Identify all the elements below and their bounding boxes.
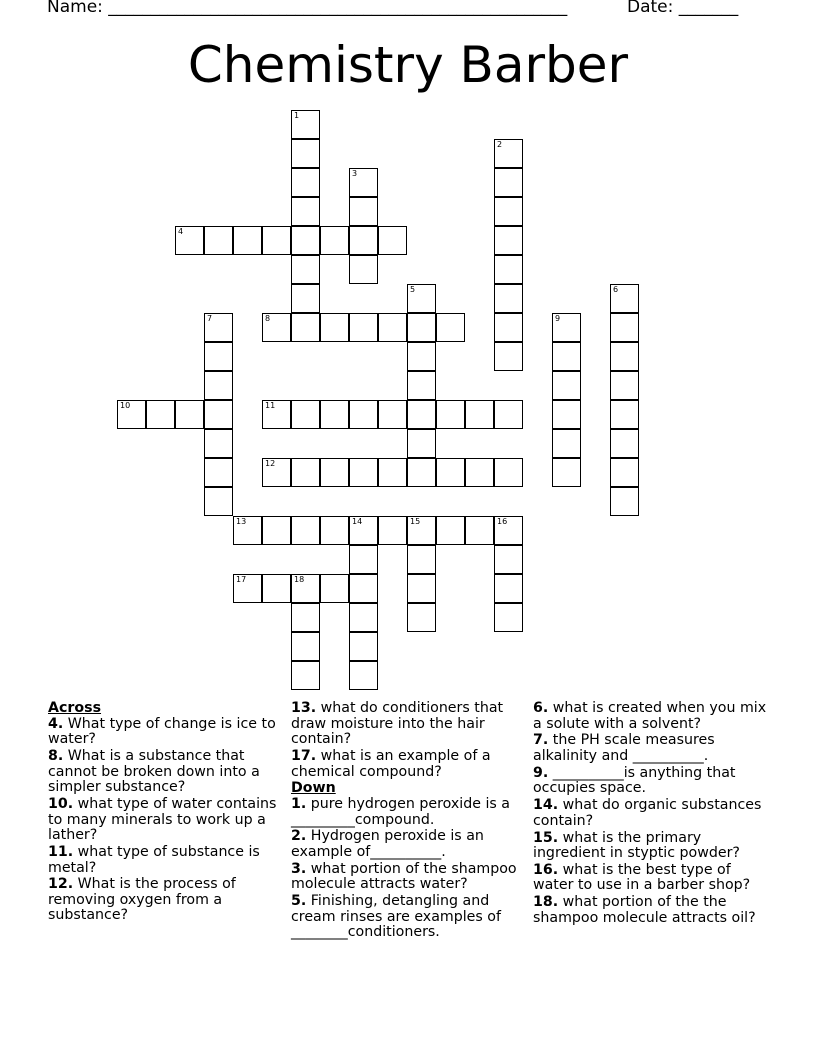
cell-number: 17 [236, 575, 247, 584]
cell-number: 8 [265, 314, 271, 323]
grid-cell[interactable] [494, 458, 523, 487]
grid-cell[interactable] [494, 603, 523, 632]
clue-number: 4. [48, 715, 64, 732]
clue-down-5 [291, 894, 523, 941]
clue-text: what do organic substances contain? [533, 797, 762, 829]
clue-column-1 [48, 701, 280, 925]
cell-number: 1 [294, 111, 300, 120]
grid-cell[interactable] [291, 516, 320, 545]
grid-cell[interactable] [494, 574, 523, 603]
cell-number: 7 [207, 314, 213, 323]
clue-text: what is created when you mix a solute with a solvent? [533, 700, 767, 732]
down-heading: Down [291, 780, 336, 797]
clue-text: what portion of the the shampoo molecule attracts oil? [533, 894, 756, 926]
grid-cell[interactable] [494, 255, 523, 284]
grid-cell[interactable] [291, 226, 320, 255]
grid-cell[interactable] [291, 284, 320, 313]
grid-cell[interactable] [407, 342, 436, 371]
clue-down-16 [533, 863, 773, 894]
grid-cell[interactable] [407, 574, 436, 603]
grid-cell[interactable] [494, 342, 523, 371]
grid-cell[interactable] [291, 110, 320, 139]
grid-cell[interactable] [494, 284, 523, 313]
grid-cell[interactable] [494, 545, 523, 574]
grid-cell[interactable] [610, 313, 639, 342]
grid-cell[interactable] [320, 516, 349, 545]
clue-number: 2. [291, 828, 307, 845]
grid-cell[interactable] [610, 371, 639, 400]
clue-text: what type of water contains to many minerals to work up a lather? [48, 795, 277, 844]
grid-cell[interactable] [378, 516, 407, 545]
grid-cell[interactable] [407, 516, 436, 545]
grid-cell[interactable] [262, 516, 291, 545]
grid-cell[interactable] [175, 400, 204, 429]
grid-cell[interactable] [349, 516, 378, 545]
clue-text: What type of change is ice to water? [48, 715, 276, 748]
clue-number: 18. [533, 894, 559, 911]
grid-cell[interactable] [407, 545, 436, 574]
page-title: Chemistry Barber [187, 36, 629, 94]
clue-down-2 [291, 829, 523, 860]
grid-cell[interactable] [291, 400, 320, 429]
clue-column-2 [291, 701, 523, 942]
grid-cell[interactable] [552, 429, 581, 458]
grid-cell[interactable] [610, 284, 639, 313]
grid-cell[interactable] [349, 661, 378, 690]
name-field[interactable]: Name: ______________________________________________________ [47, 0, 568, 17]
clue-number: 11. [48, 843, 74, 860]
clue-text: what is the primary ingredient in styptic powder? [533, 829, 740, 862]
grid-cell[interactable] [378, 400, 407, 429]
clue-across-17 [291, 749, 523, 780]
clue-down-15 [533, 831, 773, 862]
grid-cell[interactable] [378, 313, 407, 342]
clue-across-8 [48, 749, 280, 796]
grid-cell[interactable] [407, 371, 436, 400]
grid-cell[interactable] [465, 458, 494, 487]
grid-cell[interactable] [204, 371, 233, 400]
cell-number: 6 [613, 285, 619, 294]
grid-cell[interactable] [494, 139, 523, 168]
grid-cell[interactable] [291, 255, 320, 284]
clue-text: What is a substance that cannot be broken down into a simpler substance? [48, 747, 260, 796]
grid-cell[interactable] [349, 458, 378, 487]
grid-cell[interactable] [494, 197, 523, 226]
grid-cell[interactable] [204, 400, 233, 429]
cell-number: 14 [352, 517, 363, 526]
clue-number: 14. [533, 797, 559, 814]
grid-cell[interactable] [320, 574, 349, 603]
grid-cell[interactable] [262, 226, 291, 255]
grid-cell[interactable] [552, 458, 581, 487]
grid-cell[interactable] [494, 168, 523, 197]
grid-cell[interactable] [349, 168, 378, 197]
clue-down-18 [533, 895, 773, 926]
clue-number: 3. [291, 860, 307, 877]
cell-number: 3 [352, 169, 358, 178]
grid-cell[interactable] [349, 545, 378, 574]
cell-number: 12 [265, 459, 276, 468]
grid-cell[interactable] [407, 284, 436, 313]
cell-number: 15 [410, 517, 421, 526]
clue-text: what is the best type of water to use in a barber shop? [533, 861, 751, 894]
date-field[interactable]: Date: _______ [627, 0, 739, 17]
grid-cell[interactable] [320, 226, 349, 255]
clue-down-6 [533, 701, 773, 732]
grid-cell[interactable] [349, 603, 378, 632]
clue-text: __________is anything that occupies space. [533, 764, 736, 797]
grid-cell[interactable] [436, 313, 465, 342]
clue-down-14 [533, 798, 773, 829]
grid-cell[interactable] [146, 400, 175, 429]
grid-cell[interactable] [175, 226, 204, 255]
grid-cell[interactable] [349, 400, 378, 429]
grid-cell[interactable] [204, 342, 233, 371]
cell-number: 9 [555, 314, 561, 323]
clue-across-10 [48, 797, 280, 844]
grid-cell[interactable] [494, 226, 523, 255]
grid-cell[interactable] [291, 313, 320, 342]
grid-cell[interactable] [291, 197, 320, 226]
grid-cell[interactable] [610, 487, 639, 516]
clue-text: what is an example of a chemical compound? [291, 747, 491, 780]
grid-cell[interactable] [552, 342, 581, 371]
grid-cell[interactable] [204, 487, 233, 516]
grid-cell[interactable] [552, 313, 581, 342]
grid-cell[interactable] [349, 574, 378, 603]
clue-text: the PH scale measures alkalinity and __________. [533, 732, 715, 764]
grid-cell[interactable] [349, 255, 378, 284]
cell-number: 10 [120, 401, 131, 410]
grid-cell[interactable] [407, 603, 436, 632]
clue-text: what type of substance is metal? [48, 843, 260, 876]
grid-cell[interactable] [349, 226, 378, 255]
clue-across-11 [48, 845, 280, 876]
grid-cell[interactable] [494, 516, 523, 545]
cell-number: 16 [497, 517, 508, 526]
clue-text: pure hydrogen peroxide is a _________compound. [291, 795, 510, 828]
grid-cell[interactable] [465, 400, 494, 429]
grid-cell[interactable] [349, 313, 378, 342]
grid-cell[interactable] [407, 400, 436, 429]
grid-cell[interactable] [610, 342, 639, 371]
grid-cell[interactable] [233, 574, 262, 603]
clue-number: 12. [48, 876, 74, 893]
grid-cell[interactable] [436, 516, 465, 545]
grid-cell[interactable] [291, 661, 320, 690]
grid-cell[interactable] [407, 429, 436, 458]
grid-cell[interactable] [610, 429, 639, 458]
clue-number: 8. [48, 747, 64, 764]
grid-cell[interactable] [204, 313, 233, 342]
clue-number: 15. [533, 829, 559, 846]
grid-cell[interactable] [320, 313, 349, 342]
clue-down-9 [533, 766, 773, 797]
clue-number: 1. [291, 795, 307, 812]
clue-down-3 [291, 862, 523, 893]
grid-cell[interactable] [262, 400, 291, 429]
grid-cell[interactable] [320, 458, 349, 487]
grid-cell[interactable] [349, 632, 378, 661]
grid-cell[interactable] [436, 400, 465, 429]
clue-number: 16. [533, 861, 559, 878]
grid-cell[interactable] [291, 574, 320, 603]
clue-column-3 [533, 701, 773, 928]
grid-cell[interactable] [436, 458, 465, 487]
clue-down-7 [533, 733, 773, 764]
grid-cell[interactable] [291, 632, 320, 661]
clue-number: 10. [48, 795, 74, 812]
grid-cell[interactable] [291, 139, 320, 168]
grid-cell[interactable] [204, 429, 233, 458]
clue-text: What is the process of removing oxygen from a substance? [48, 876, 236, 924]
grid-cell[interactable] [610, 458, 639, 487]
grid-cell[interactable] [204, 226, 233, 255]
grid-cell[interactable] [465, 516, 494, 545]
clue-number: 6. [533, 700, 549, 716]
cell-number: 2 [497, 140, 503, 149]
grid-cell[interactable] [407, 458, 436, 487]
clue-across-13 [291, 701, 523, 748]
cell-number: 11 [265, 401, 276, 410]
grid-cell[interactable] [117, 400, 146, 429]
grid-cell[interactable] [262, 458, 291, 487]
grid-cell[interactable] [494, 313, 523, 342]
cell-number: 18 [294, 575, 305, 584]
grid-cell[interactable] [494, 400, 523, 429]
grid-cell[interactable] [262, 574, 291, 603]
clue-across-4 [48, 717, 280, 748]
cell-number: 5 [410, 285, 416, 294]
clue-text: what do conditioners that draw moisture into the hair contain? [291, 700, 504, 748]
clue-number: 9. [533, 764, 549, 781]
cell-number: 13 [236, 517, 247, 526]
grid-cell[interactable] [552, 371, 581, 400]
clue-number: 5. [291, 893, 307, 910]
clue-text: what portion of the shampoo molecule attracts water? [291, 860, 517, 893]
grid-cell[interactable] [552, 400, 581, 429]
clue-across-12 [48, 877, 280, 924]
clue-text: Finishing, detangling and cream rinses are examples of ________conditioners. [291, 893, 501, 941]
grid-cell[interactable] [233, 516, 262, 545]
clue-number: 13. [291, 700, 317, 716]
grid-cell[interactable] [610, 400, 639, 429]
grid-cell[interactable] [262, 313, 291, 342]
grid-cell[interactable] [349, 197, 378, 226]
grid-cell[interactable] [204, 458, 233, 487]
across-heading: Across [48, 700, 102, 716]
grid-cell[interactable] [291, 458, 320, 487]
grid-cell[interactable] [291, 603, 320, 632]
clue-number: 7. [533, 732, 549, 749]
cell-number: 4 [178, 227, 184, 236]
grid-cell[interactable] [320, 400, 349, 429]
grid-cell[interactable] [378, 226, 407, 255]
grid-cell[interactable] [378, 458, 407, 487]
grid-cell[interactable] [407, 313, 436, 342]
grid-cell[interactable] [291, 168, 320, 197]
clue-down-1 [291, 797, 523, 828]
clue-number: 17. [291, 747, 317, 764]
clue-text: Hydrogen peroxide is an example of__________. [291, 828, 484, 860]
grid-cell[interactable] [233, 226, 262, 255]
